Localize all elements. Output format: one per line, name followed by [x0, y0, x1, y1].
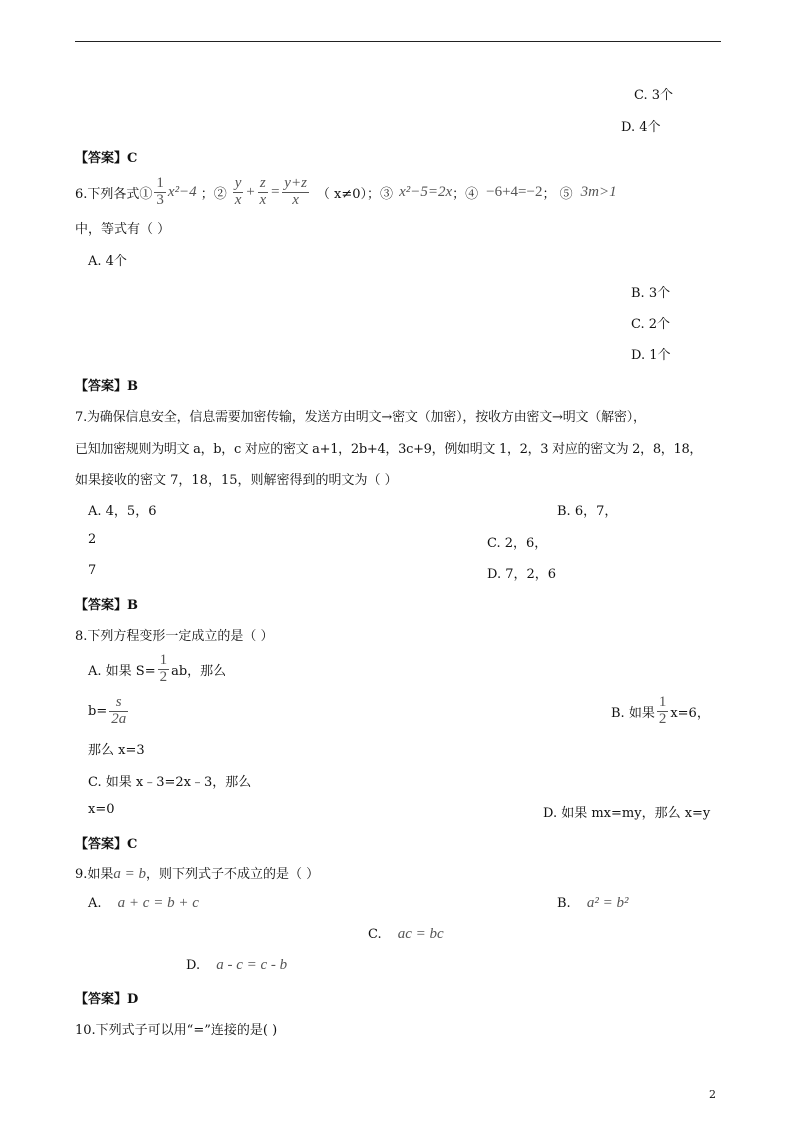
q9-option-c-expr: ac = bc — [397, 926, 444, 942]
q9-option-a-expr: a + c = b + c — [117, 895, 199, 911]
q6-sep1: ；② — [200, 186, 227, 202]
q8-option-b-post: x=6， — [670, 705, 710, 721]
q6-condition: （ x≠0）；③ — [316, 186, 394, 202]
q8-answer: 【答案】C — [75, 837, 138, 852]
q9-option-b-expr: a² = b² — [586, 895, 629, 911]
q7-answer: 【答案】B — [75, 598, 138, 613]
q6-answer: 【答案】B — [75, 379, 138, 394]
q8-option-c: C. 如果 x﹣3=2x﹣3，那么 — [88, 775, 252, 790]
q6-lead: 6.下列各式① — [75, 186, 153, 202]
q6-expr1-frac: $\frac{1}{3}$ — [156, 174, 164, 208]
q5-answer: 【答案】C — [75, 151, 138, 166]
q9-option-d-expr: a - c = c - b — [216, 957, 288, 973]
q8-option-b — [611, 694, 710, 728]
q6-option-d: D. 1个 — [631, 348, 671, 363]
q6-expr1: x²−4 — [167, 183, 197, 200]
q9-option-d-label: D. — [186, 958, 201, 973]
q6-sep5: ； ⑤ — [542, 186, 573, 202]
q10-stem: 10.下列式子可以用“=”连接的是( ) — [75, 1023, 278, 1038]
q6-expr2: $\frac{y}{x}$ + $\frac{z}{x}$ = $\frac{y+z}{x}$ — [234, 174, 307, 208]
q6-option-b: B. 3个 — [631, 286, 671, 301]
q7-option-b-cont: 2 — [88, 532, 97, 547]
page-number: 2 — [709, 1088, 716, 1101]
q9-option-c — [368, 926, 444, 943]
q7-stem-line1: 7.为确保信息安全，信息需要加密传输，发送方由明文→密文（加密），按收方由密文→明文（解密）， — [75, 410, 646, 425]
q6-stem-line1 — [75, 172, 617, 212]
q7-option-b: B. 6，7， — [557, 504, 618, 519]
q7-stem-line3: 如果接收的密文 7，18，15，则解密得到的明文为（ ） — [75, 473, 398, 488]
q6-expr5: 3m>1 — [580, 183, 617, 200]
q9-option-a — [88, 895, 199, 912]
q9-option-c-label: C. — [368, 927, 382, 942]
q6-sep4: ；④ — [452, 186, 479, 202]
q8-option-c-cont: x=0 — [88, 802, 115, 817]
q9-option-a-label: A. — [88, 896, 102, 911]
q9-option-b-label: B. — [557, 896, 571, 911]
q8-option-b-cont: 那么 x=3 — [88, 743, 145, 758]
q8-option-a-post: ab，那么 — [171, 663, 227, 679]
q5-option-d: D. 4个 — [621, 120, 661, 135]
q9-answer: 【答案】D — [75, 992, 139, 1007]
q8-option-a-cont-pre: b= — [88, 703, 108, 719]
q8-option-a-frac: $\frac{1}{2}$ — [159, 651, 168, 685]
q8-option-b-pre: B. 如果 — [611, 705, 655, 721]
q6-expr3: x²−5=2x — [399, 183, 453, 200]
q7-option-a: A. 4，5，6 — [88, 504, 157, 519]
q6-option-a: A. 4个 — [88, 254, 127, 269]
q7-option-c-cont: 7 — [88, 563, 97, 578]
q9-lead: 9.如果 — [75, 867, 114, 882]
header-rule — [75, 41, 721, 42]
q9-option-b — [557, 895, 628, 912]
q7-option-c: C. 2，6， — [487, 536, 548, 551]
q9-condition: a = b — [113, 866, 147, 882]
q8-option-d: D. 如果 mx=my，那么 x=y — [543, 806, 711, 821]
q8-stem: 8.下列方程变形一定成立的是（ ） — [75, 629, 274, 644]
q5-option-c: C. 3个 — [634, 88, 674, 103]
q6-expr4: −6+4=−2 — [486, 183, 543, 200]
q7-option-d: D. 7，2，6 — [487, 567, 557, 582]
q7-stem-line2: 已知加密规则为明文 a，b，c 对应的密文 a+1，2b+4，3c+9，例如明文 1，2，3 对应的密文为 2，8，18， — [75, 442, 703, 457]
q9-stem — [75, 863, 319, 883]
q8-option-a — [88, 652, 226, 686]
q9-option-d — [186, 957, 287, 974]
q8-option-a-pre: A. 如果 S= — [88, 663, 156, 679]
q6-stem-line2: 中，等式有（ ） — [75, 222, 171, 237]
q8-option-b-frac: $\frac{1}{2}$ — [658, 693, 667, 727]
q9-tail: ，则下列式子不成立的是（ ） — [146, 867, 320, 882]
q6-option-c: C. 2个 — [631, 317, 671, 332]
q8-option-a-cont — [88, 694, 130, 728]
q8-option-a-cont-frac: $\frac{s}{2a}$ — [111, 693, 127, 727]
